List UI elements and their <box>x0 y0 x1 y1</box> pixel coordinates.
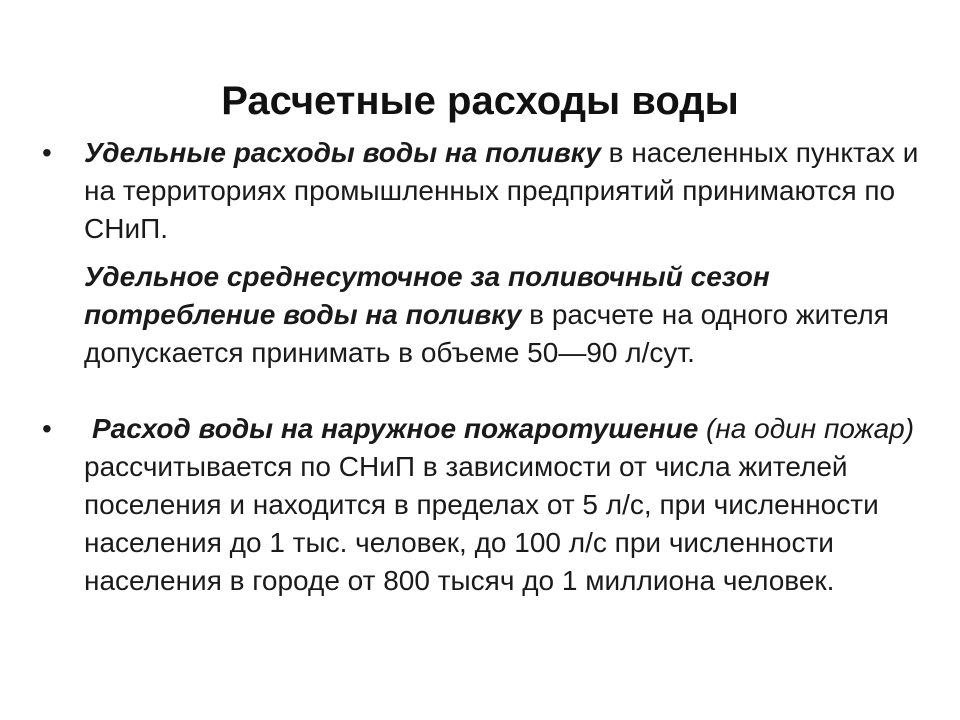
bullet-list <box>40 134 920 600</box>
term-watering-norms: Удельные расходы воды на поливку <box>84 137 601 168</box>
note-firefighting: (на один пожар) <box>698 413 915 444</box>
paragraph-watering-consumption <box>84 258 920 372</box>
bullet-item-firefighting <box>40 410 920 600</box>
text-watering-norms: в населенных пунктах и на территориях промышленных предприятий принимаются по СНиП. <box>84 137 919 244</box>
paragraph-watering-norms <box>84 134 920 248</box>
text-watering-consumption: в расчете на одного жителя допускается принимать в объеме 50—90 л/сут. <box>84 299 889 368</box>
bullet-icon: • <box>42 137 52 168</box>
paragraph-firefighting <box>84 410 920 600</box>
term-watering-consumption: Удельное среднесуточное за поливочный сезон потребление воды на поливку <box>84 261 770 330</box>
bullet-item-watering <box>40 134 920 372</box>
text-firefighting: рассчитывается по СНиП в зависимости от числа жителей поселения и находится в пределах от 5 л/с, при численности населения до 1 тыс. человек, до 100 л/с при численности населения в городе от 800 тысяч до 1 миллиона человек. <box>84 451 879 596</box>
slide-title: Расчетные расходы воды <box>221 78 739 123</box>
bullet-icon: • <box>42 413 52 444</box>
term-firefighting: Расход воды на наружное пожаротушение <box>92 413 699 444</box>
